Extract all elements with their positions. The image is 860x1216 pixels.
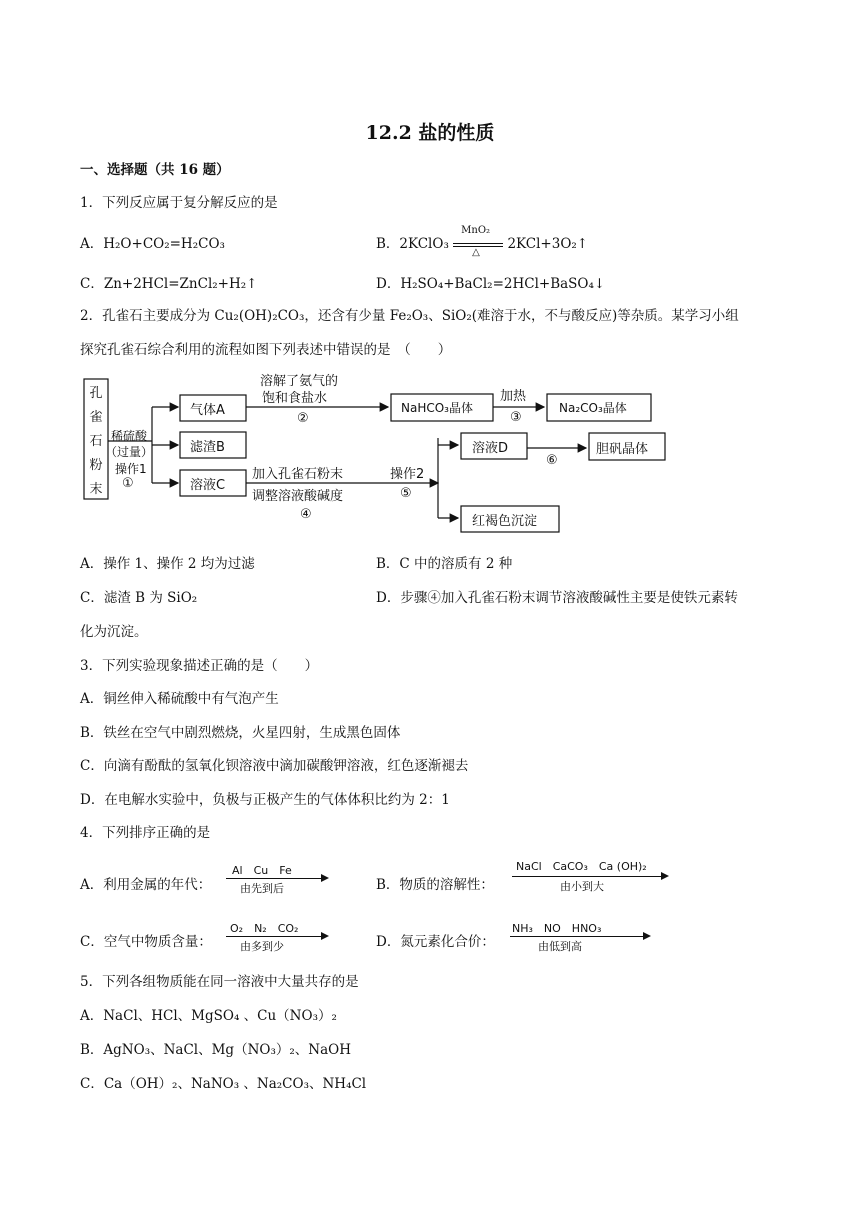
- heat-label: 加热: [500, 389, 527, 404]
- q3-option-c: C．向滴有酚酞的氢氧化钡溶液中滴加碳酸钾溶液，红色逐渐褪去: [80, 758, 469, 774]
- q1-b-reactant: B．2KClO₃: [376, 236, 449, 252]
- q4-option-b-arrow: [512, 856, 672, 896]
- start-char: 雀: [89, 410, 103, 425]
- precipitate-box: 红褐色沉淀: [472, 514, 538, 529]
- q4-a-direction: 由先到后: [240, 882, 284, 895]
- section-heading: 一、选择题（共 16 题）: [80, 162, 230, 178]
- q1-b-heat: △: [472, 246, 480, 258]
- q5-option-c: C．Ca（OH）₂、NaNO₃ 、Na₂CO₃、NH₄Cl: [80, 1076, 367, 1092]
- q4-option-d-label: D．氮元素化合价：: [376, 934, 495, 950]
- start-char: 粉: [89, 458, 103, 473]
- step-5-marker: ⑤: [400, 486, 412, 501]
- q5-stem: 5．下列各组物质能在同一溶液中大量共存的是: [80, 974, 359, 990]
- nahco3-box: NaHCO₃晶体: [401, 401, 473, 415]
- operation-1-label: 操作1: [115, 462, 147, 476]
- excess-label: （过量）: [105, 445, 154, 459]
- q2-option-c: C．滤渣 B 为 SiO₂: [80, 590, 198, 606]
- step-2-marker: ②: [297, 411, 309, 426]
- q4-option-a-label: A．利用金属的年代：: [80, 877, 212, 893]
- gas-a-box: 气体A: [190, 403, 225, 418]
- q1-option-b: [376, 224, 589, 258]
- q2-stem-line1: 2．孔雀石主要成分为 Cu₂(OH)₂CO₃，还含有少量 Fe₂O₃、SiO₂(难溶于水，不与酸反应)等杂质。某学习小组: [80, 308, 739, 324]
- q4-stem: 4．下列排序正确的是: [80, 825, 211, 841]
- q3-option-b: B．铁丝在空气中剧烈燃烧，火星四射，生成黑色固体: [80, 725, 401, 741]
- arrow-2-reagent-line1: 溶解了氨气的: [260, 374, 339, 389]
- arrow-4-label-bottom: 调整溶液酸碱度: [252, 489, 344, 504]
- start-char: 孔: [89, 386, 103, 401]
- q1-b-product: 2KCl+3O₂↑: [507, 236, 589, 252]
- q4-option-d-arrow: [510, 920, 660, 956]
- q2-option-d-line2: 化为沉淀。: [80, 624, 148, 640]
- q2-option-b: B．C 中的溶质有 2 种: [376, 556, 513, 572]
- q4-option-c-label: C．空气中物质含量：: [80, 934, 212, 950]
- q1-b-condition: [453, 224, 503, 258]
- solution-d-box: 溶液D: [472, 441, 509, 456]
- vitriol-box: 胆矾晶体: [596, 442, 649, 457]
- q3-option-d: D．在电解水实验中，负极与正极产生的气体体积比约为 2：1: [80, 792, 450, 808]
- arrow-2-reagent-line2: 饱和食盐水: [262, 391, 328, 406]
- q4-b-items: NaCl CaCO₃ Ca (OH)₂: [516, 860, 647, 873]
- q2-option-a: A．操作 1、操作 2 均为过滤: [80, 556, 255, 572]
- q4-c-direction: 由多到少: [240, 940, 284, 953]
- q2-option-d-line1: D．步骤④加入孔雀石粉末调节溶液酸碱性主要是使铁元素转: [376, 590, 738, 606]
- q4-d-items: NH₃ NO HNO₃: [512, 922, 602, 935]
- page-title: 12.2 盐的性质: [365, 122, 495, 144]
- residue-b-box: 滤渣B: [190, 440, 225, 455]
- start-char: 末: [89, 482, 103, 497]
- flow-diagram: [80, 373, 692, 535]
- step-1-marker: ①: [122, 476, 134, 491]
- step-6-marker: ⑥: [546, 453, 558, 468]
- q4-option-a-arrow: [226, 862, 330, 898]
- na2co3-box: Na₂CO₃晶体: [559, 401, 627, 415]
- step-3-marker: ③: [510, 410, 522, 425]
- q4-c-items: O₂ N₂ CO₂: [230, 922, 299, 935]
- q4-option-b-label: B．物质的溶解性：: [376, 877, 494, 893]
- q3-option-a: A．铜丝伸入稀硫酸中有气泡产生: [80, 691, 279, 707]
- reagent-label: 稀硫酸: [111, 429, 148, 443]
- q1-b-catalyst: MnO₂: [461, 224, 491, 236]
- q1-option-c: C．Zn+2HCl=ZnCl₂+H₂↑: [80, 276, 258, 292]
- q3-stem: 3．下列实验现象描述正确的是（ ）: [80, 658, 319, 674]
- q4-a-items: Al Cu Fe: [232, 864, 292, 877]
- start-char: 石: [89, 434, 103, 449]
- start-material: [88, 382, 104, 502]
- step-4-marker: ④: [300, 507, 312, 522]
- q4-d-direction: 由低到高: [538, 940, 582, 953]
- q5-option-b: B．AgNO₃、NaCl、Mg（NO₃）₂、NaOH: [80, 1042, 351, 1058]
- q1-option-d: D．H₂SO₄+BaCl₂=2HCl+BaSO₄↓: [376, 276, 606, 292]
- q4-option-c-arrow: [226, 920, 330, 956]
- q2-stem-line2: 探究孔雀石综合利用的流程如图下列表述中错误的是 （ ）: [80, 342, 452, 358]
- q4-b-direction: 由小到大: [560, 880, 604, 893]
- arrow-4-label-top: 加入孔雀石粉末: [252, 467, 344, 482]
- operation-2-label: 操作2: [390, 467, 425, 482]
- q5-option-a: A．NaCl、HCl、MgSO₄ 、Cu（NO₃）₂: [80, 1008, 337, 1024]
- solution-c-box: 溶液C: [190, 478, 226, 493]
- q1-stem: 1．下列反应属于复分解反应的是: [80, 195, 278, 211]
- q1-option-a: A．H₂O+CO₂=H₂CO₃: [80, 236, 225, 252]
